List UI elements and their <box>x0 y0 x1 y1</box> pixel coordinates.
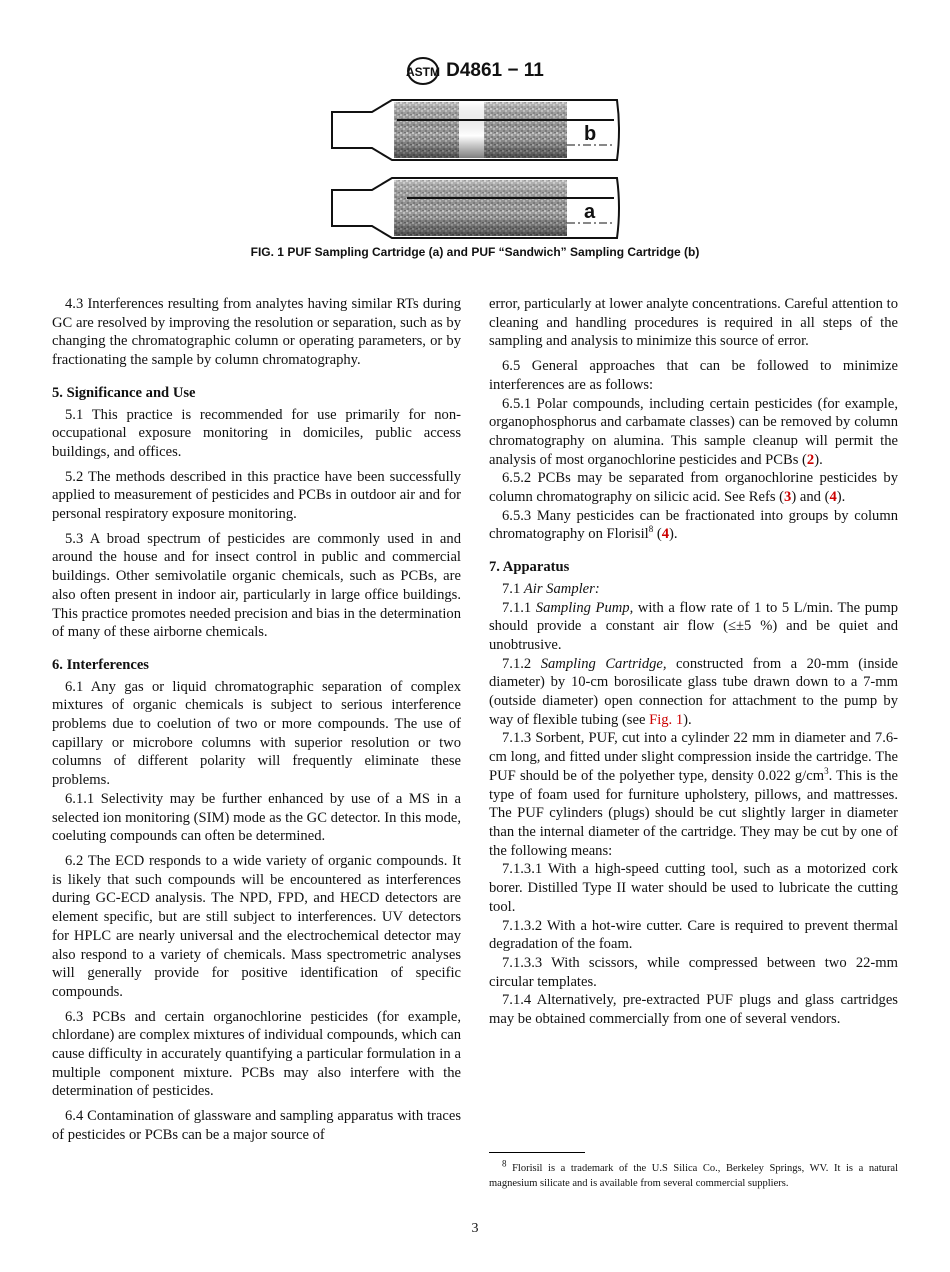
paragraph <box>489 991 898 1028</box>
text-run: ). <box>836 489 846 506</box>
paragraph <box>52 295 461 370</box>
figure-caption: FIG. 1 PUF Sampling Cartridge (a) and PUF “Sandwich” Sampling Cartridge (b) <box>250 245 700 259</box>
text-run: 6.3 PCBs and certain organochlorine pesticides (for example, chlordane) are complex mixtures of individual compounds, which can cause difficulty in accurately quantifying a particular formulation in a multiple component mixture. PCBs may also interfere with the determination of pesticides. <box>52 1008 461 1100</box>
page-number: 3 <box>471 1221 479 1236</box>
text-run: 6.1.1 Selectivity may be further enhanced by use of a MS in a selected ion monitoring (SIM) mode as the GC detector. In this mode, coeluting compounds can often be determined. <box>52 790 461 845</box>
text-run: 7.1.3.1 With a high-speed cutting tool, such as a motorized cork borer. Distilled Type II water should be used to lubricate the cutting tool. <box>489 861 898 915</box>
superscript: 8 <box>648 524 654 535</box>
text-run: 5.2 The methods described in this practice have been successfully applied to measurement of pesticides and PCBs in outdoor air and for personal respiratory exposure monitoring. <box>52 468 461 523</box>
text-run: 7. Apparatus <box>489 559 570 576</box>
text-run: 7.1.3.2 With a hot-wire cutter. Care is required to prevent thermal degradation of the foam. <box>489 917 898 953</box>
text-run: with a flow rate of 1 to 5 L/min. The pump should provide a constant air flow (≤±5 %) and be quiet and unobtrusive. <box>489 599 898 653</box>
paragraph <box>489 357 898 394</box>
paragraph <box>489 655 898 730</box>
paragraph <box>489 599 898 655</box>
text-run: error, particularly at lower analyte concentrations. Careful attention to cleaning and handling procedures is required in all steps of the sampling and analysis to minimize this source of error. <box>489 296 898 350</box>
reference-link[interactable]: Fig. 1 <box>649 711 684 728</box>
paragraph <box>52 790 461 846</box>
paragraph <box>489 917 898 954</box>
text-run: ). <box>814 451 823 468</box>
superscript: 3 <box>824 766 829 777</box>
paragraph <box>489 860 898 916</box>
reference-link[interactable]: 2 <box>806 451 815 468</box>
text-run: 4.3 Interferences resulting from analytes having similar RTs during GC are resolved by improving the resolution or separation, such as by changing the chromatographic column or operating parameters, or by fractionating the sample by column chromatography. <box>52 296 461 369</box>
cartridge-b <box>332 100 619 160</box>
paragraph <box>489 295 898 351</box>
text-run: 7.1.3.3 With scissors, while compressed between two 22-mm circular templates. <box>489 954 898 990</box>
cartridge-a <box>332 178 619 238</box>
section-heading <box>489 558 898 577</box>
text-run: Sampling Pump, <box>535 599 634 616</box>
text-run: . This is the type of foam used for furniture upholstery, pillows, and mattresses. The PUF cylinders (plugs) should be cut slightly larger in diameter than the internal diameter of the cartridge. They may be cut by one of the following means: <box>489 767 898 859</box>
text-run: 6.2 The ECD responds to a wide variety of organic compounds. It is likely that such compounds will be encountered as interferences during GC-ECD analysis. The NPD, FPD, and HECD detectors are element specific, but are still subject to interferences. UV detectors for HPLC are nearly universal and the electrochemical detector may also respond to a variety of chemicals. Mass spectrometric analyses will generally provide for positive identification of specific compounds. <box>52 852 461 1000</box>
svg-text:ASTM: ASTM <box>406 65 441 79</box>
page-header <box>0 56 950 86</box>
text-run: 7.1.4 Alternatively, pre-extracted PUF plugs and glass cartridges may be obtained commercially from one of several vendors. <box>489 992 898 1028</box>
text-run: Air Sampler: <box>523 580 600 597</box>
text-run: 7.1.1 <box>502 599 536 616</box>
paragraph <box>489 580 898 599</box>
paragraph <box>52 406 461 462</box>
text-run: 6.5.2 PCBs may be separated from organochlorine pesticides by column chromatography on silicic acid. See Refs ( <box>489 470 898 506</box>
paragraph <box>52 468 461 524</box>
paragraph <box>489 507 898 544</box>
text-run: 6.5.3 Many pesticides can be fractionated into groups by column chromatography on Florisil <box>489 507 898 543</box>
text-run: 7.1 <box>502 580 524 597</box>
footnote-divider <box>489 1152 585 1153</box>
text-run: 5. Significance and Use <box>52 384 196 401</box>
astm-logo-icon <box>406 56 440 86</box>
paragraph <box>52 678 461 790</box>
text-run: 6.5.1 Polar compounds, including certain pesticides (for example, organophosphorus and carbamate classes) can be removed by column chromatography on alumina. This sample cleanup will permit the analysis of most organochlorine pesticides and PCBs ( <box>489 395 898 468</box>
paragraph <box>52 1008 461 1102</box>
text-run: 6.1 Any gas or liquid chromatographic separation of complex mixtures of organic chemicals is subject to serious interference problems due to coelution of two or more compounds. The use of capillary or microbore columns with superior resolution or two columns of different polarity will frequently eliminate these problems. <box>52 678 461 789</box>
paragraph <box>52 1107 461 1144</box>
text-run: 6.5 General approaches that can be followed to minimize interferences are as follows: <box>489 358 898 393</box>
text-run: ( <box>653 526 662 543</box>
footnote-mark: 8 <box>502 1158 507 1169</box>
label-b: b <box>584 123 597 145</box>
text-run: 7.1.2 <box>502 655 541 672</box>
label-a: a <box>584 201 596 223</box>
text-run: 5.3 A broad spectrum of pesticides are commonly used in and around the house and for insect control in public and commercial buildings. Other semivolatile organic chemicals, such as PCBs, are also often present in indoor air, particularly in large office buildings. This practice promotes needed precision and bias in the determination of many of these airborne chemicals. <box>52 530 461 641</box>
text-run: Sampling Cartridge, <box>540 655 667 672</box>
paragraph <box>52 852 461 1002</box>
text-run: 6.4 Contamination of glassware and sampling apparatus with traces of pesticides or PCBs can be a major source of <box>52 1108 461 1143</box>
section-heading <box>52 656 461 675</box>
reference-link[interactable]: 3 <box>784 489 792 506</box>
text-run: ). <box>683 711 692 728</box>
left-column <box>52 295 461 1145</box>
paragraph <box>489 729 898 860</box>
text-run: ) and ( <box>791 489 830 506</box>
paragraph <box>52 530 461 642</box>
paragraph <box>489 395 898 470</box>
section-heading <box>52 384 461 403</box>
reference-link[interactable]: 4 <box>829 489 837 506</box>
paragraph <box>489 954 898 991</box>
reference-link[interactable]: 4 <box>661 526 670 543</box>
text-run: 6. Interferences <box>52 656 149 673</box>
text-run: ). <box>669 526 678 543</box>
figure-puf-cartridges <box>322 90 632 245</box>
document-designation: D4861 − 11 <box>446 60 544 82</box>
footnote-text: Florisil is a trademark of the U.S Silica Co., Berkeley Springs, WV. It is a natural magnesium silicate and is available from several commercial suppliers. <box>489 1163 898 1189</box>
text-run: 5.1 This practice is recommended for use primarily for non-occupational exposure monitoring in domiciles, public access buildings, and offices. <box>52 406 461 460</box>
footnote <box>489 1158 898 1191</box>
text-run: constructed from a 20-mm (inside diameter) by 10-cm borosilicate glass tube drawn down to a 7-mm (outside diameter) open connection for attachment to the pump by way of flexible tubing (see <box>489 655 899 728</box>
paragraph <box>489 469 898 506</box>
right-column <box>489 295 898 1029</box>
text-run: 7.1.3 Sorbent, PUF, cut into a cylinder 22 mm in diameter and 7.6-cm long, and fitted under slight compression inside the cartridge. The PUF should be of the polyether type, density 0.022 g/cm <box>489 730 898 784</box>
